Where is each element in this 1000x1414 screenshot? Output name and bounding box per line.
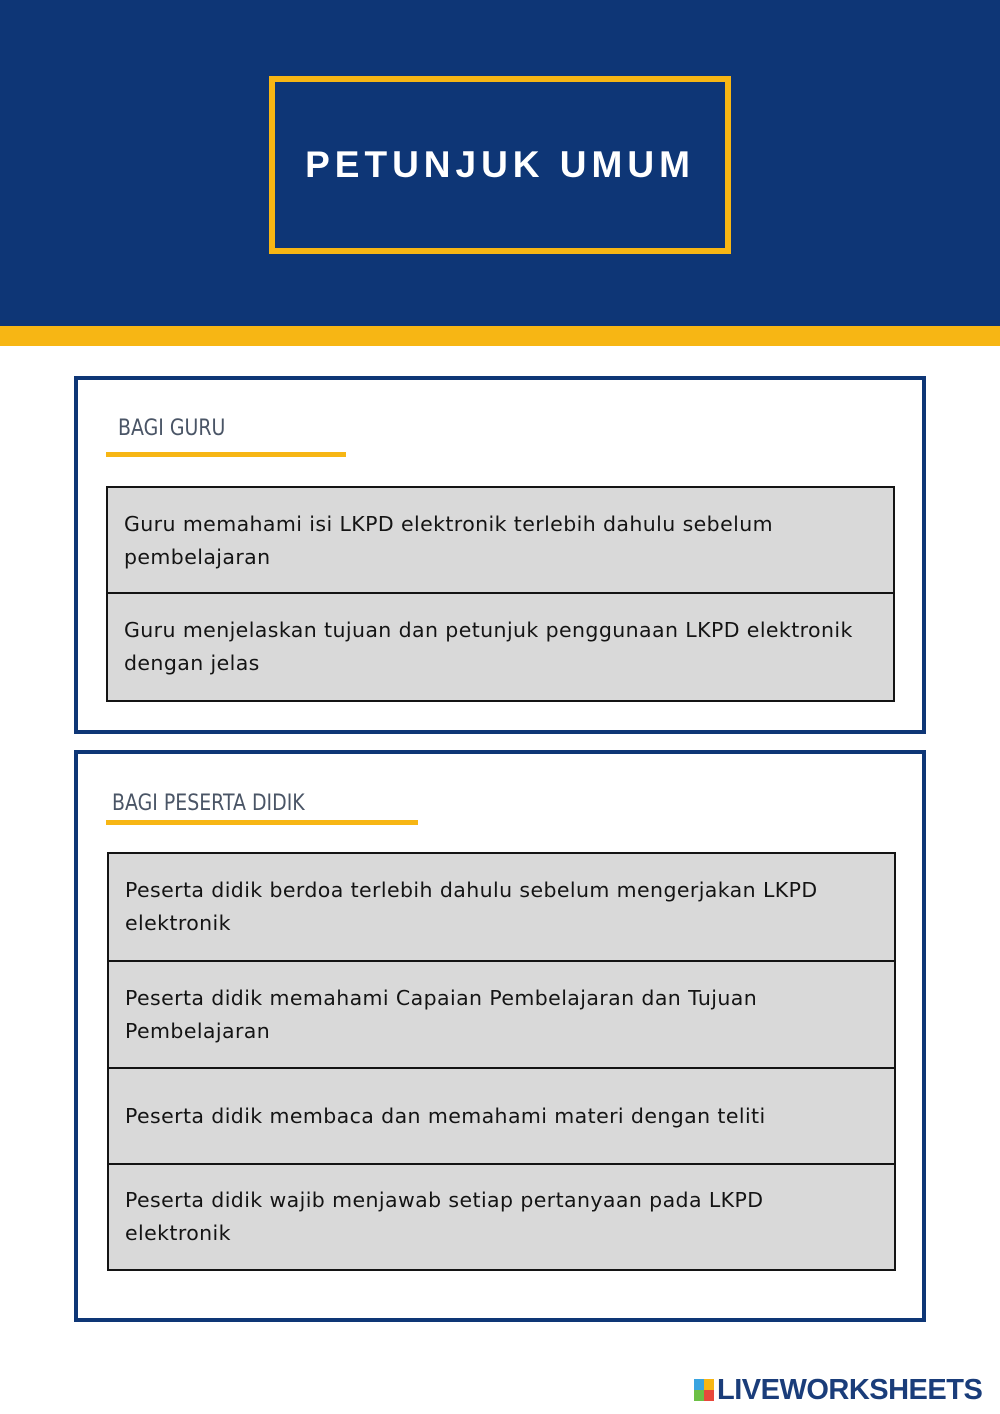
heading-underline [106,820,418,825]
instruction-row: Peserta didik berdoa terlebih dahulu sebelum mengerjakan LKPD elektronik [125,878,818,935]
liveworksheets-logo-icon [694,1379,714,1401]
page-title: PETUNJUK UMUM [305,144,695,185]
section-heading-guru: BAGI GURU [118,416,226,441]
logo-wordmark: LIVEWORKSHEETS [717,1373,983,1406]
instruction-row: Guru menjelaskan tujuan dan petunjuk penggunaan LKPD elektronik dengan jelas [108,592,893,700]
liveworksheets-logo[interactable] [694,1373,983,1406]
section-bagi-guru [74,376,926,734]
instruction-row: Guru memahami isi LKPD elektronik terlebih dahulu sebelum pembelajaran [124,512,773,569]
heading-underline [106,452,346,457]
section-heading-peserta-didik: BAGI PESERTA DIDIK [112,791,305,816]
section-bagi-peserta-didik [74,750,926,1322]
guru-instruction-table [106,486,895,702]
instruction-row: Peserta didik membaca dan memahami materi dengan teliti [109,1067,894,1163]
instruction-row: Peserta didik memahami Capaian Pembelajaran dan Tujuan Pembelajaran [109,960,894,1067]
header-accent-stripe [0,326,1000,346]
title-frame [269,76,731,254]
peserta-didik-instruction-table [107,852,896,1271]
instruction-row: Peserta didik wajib menjawab setiap pertanyaan pada LKPD elektronik [109,1163,894,1269]
